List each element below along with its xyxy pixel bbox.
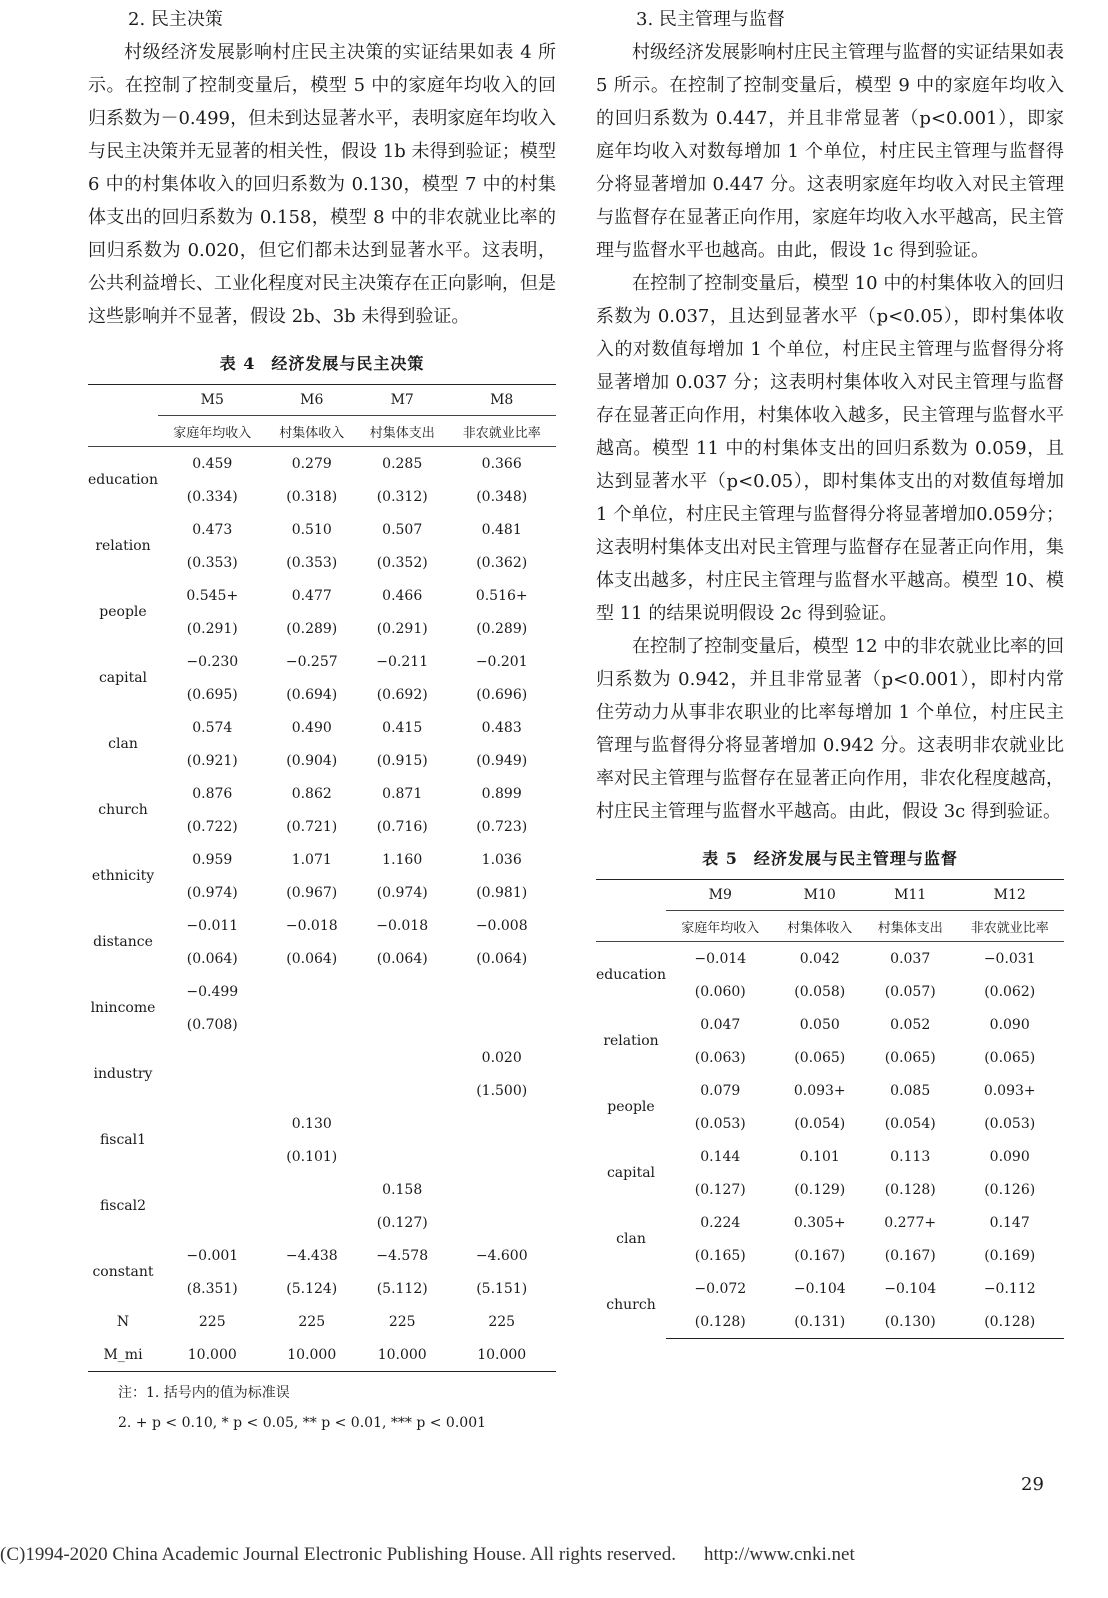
table-row	[88, 1338, 556, 1372]
table-row	[596, 1272, 1064, 1305]
std-error-cell: (0.708)	[186, 1016, 238, 1033]
table-row	[88, 645, 556, 678]
coefficient-cell: −4.600	[475, 1247, 528, 1264]
std-error-cell	[267, 1206, 357, 1239]
table-row	[88, 1206, 556, 1239]
table-row	[596, 1239, 1064, 1272]
coefficient-cell: −4.578	[376, 1247, 429, 1264]
std-error-cell: (0.974)	[376, 884, 428, 901]
std-error-cell: (0.065)	[884, 1049, 936, 1066]
coefficient-cell: −0.018	[285, 917, 338, 934]
paragraph-management-2: 在控制了控制变量后，模型 10 中的村集体收入的回归系数为 0.037，且达到显著水平（p<0.05），即村集体收入的对数值每增加 1 个单位，村庄民主管理与监督得分将显著增加 0.037 分；这表明村集体收入对民主管理与监督存在显著正向作用，村集体收入越多，民主管理与监督水平越高。模型 11 中的村集体支出的回归系数为 0.059，且达到显著水平（p<0.05），即村集体支出的对数值每增加 1 个单位，村庄民主管理与监督得分将显著增加0.059分；这表明村集体支出对民主管理与监督存在显著正向作用，集体支出越多，村庄民主管理与监督水平越高。模型 10、模型 11 的结果说明假设 2c 得到验证。	[596, 273, 1064, 624]
coefficient-cell: 0.147	[989, 1214, 1030, 1231]
std-error-cell: (0.062)	[984, 983, 1036, 1000]
std-error-cell: (0.128)	[884, 1181, 936, 1198]
coefficient-cell: 0.481	[481, 521, 522, 538]
variable-name: M_mi	[88, 1338, 158, 1372]
coefficient-cell: 0.473	[192, 521, 233, 538]
coefficient-cell	[357, 975, 447, 1008]
coefficient-cell: 0.093+	[793, 1082, 846, 1099]
coefficient-cell: 0.899	[481, 785, 522, 802]
std-error-cell: (0.167)	[794, 1247, 846, 1264]
std-error-cell: (0.318)	[286, 488, 338, 505]
coefficient-cell	[158, 1041, 267, 1074]
table-row	[88, 447, 556, 481]
table-4-title: 经济发展与民主决策	[271, 354, 425, 373]
coefficient-cell: −0.201	[475, 653, 528, 670]
std-error-cell: (0.692)	[376, 686, 428, 703]
coefficient-cell: 0.959	[192, 851, 233, 868]
table-5-caption	[596, 846, 1064, 869]
coefficient-cell: 0.574	[192, 719, 233, 736]
table-header-cell: M7	[357, 385, 447, 416]
std-error-cell: (0.101)	[286, 1148, 338, 1165]
table-header-cell: 非农就业比率	[447, 416, 556, 447]
coefficient-cell: −0.104	[884, 1280, 937, 1297]
table-header-cell: M12	[955, 880, 1064, 911]
coefficient-cell: −0.104	[793, 1280, 846, 1297]
footer-url: http://www.cnki.net	[703, 1544, 855, 1565]
std-error-cell: (5.112)	[376, 1280, 428, 1297]
variable-name: fiscal1	[99, 1132, 147, 1148]
coefficient-cell: 0.415	[382, 719, 423, 736]
table-5-model-row	[596, 880, 1064, 911]
std-error-cell: (0.060)	[694, 983, 746, 1000]
coefficient-cell: 0.545+	[186, 587, 239, 604]
coefficient-cell: 0.285	[382, 455, 423, 472]
table-row	[88, 843, 556, 876]
coefficient-cell: −0.014	[694, 950, 747, 967]
table-header-cell: 村集体收入	[267, 416, 357, 447]
table-header-cell: 家庭年均收入	[666, 911, 775, 942]
std-error-cell: (0.127)	[376, 1214, 428, 1231]
variable-name: church	[98, 802, 148, 818]
variable-name: clan	[108, 736, 138, 752]
std-error-cell: (0.967)	[286, 884, 338, 901]
coefficient-cell: 0.466	[382, 587, 423, 604]
std-error-cell	[447, 1140, 556, 1173]
std-error-cell	[357, 1074, 447, 1107]
std-error-cell: (0.721)	[286, 818, 338, 835]
std-error-cell: (8.351)	[186, 1280, 238, 1297]
std-error-cell: (0.167)	[884, 1247, 936, 1264]
coefficient-cell: 0.305+	[793, 1214, 846, 1231]
coefficient-cell: 0.477	[291, 587, 332, 604]
coefficient-cell	[447, 1107, 556, 1140]
table-4-number: 表 4	[219, 354, 256, 373]
variable-name: fiscal2	[99, 1198, 147, 1214]
table-5-body	[596, 942, 1064, 1339]
coefficient-cell: −0.011	[186, 917, 239, 934]
coefficient-cell	[158, 1173, 267, 1206]
coefficient-cell: 0.090	[989, 1148, 1030, 1165]
variable-name: lnincome	[90, 1000, 156, 1016]
std-error-cell: (0.981)	[476, 884, 528, 901]
coefficient-cell: 0.516+	[475, 587, 528, 604]
std-error-cell: (0.054)	[794, 1115, 846, 1132]
variable-name: education	[88, 472, 158, 488]
std-error-cell: (0.165)	[694, 1247, 746, 1264]
std-error-cell: (0.131)	[775, 1305, 865, 1339]
std-error-cell: (0.362)	[476, 554, 528, 571]
coefficient-cell: −0.499	[186, 983, 239, 1000]
coefficient-cell: 0.020	[481, 1049, 522, 1066]
std-error-cell: (0.921)	[186, 752, 238, 769]
coefficient-cell: −0.230	[186, 653, 239, 670]
value-cell: 10.000	[447, 1338, 556, 1372]
coefficient-cell: −0.112	[983, 1280, 1036, 1297]
table-header-cell: M8	[447, 385, 556, 416]
page-number: 29	[1021, 1474, 1044, 1495]
table-row	[88, 876, 556, 909]
std-error-cell: (0.053)	[984, 1115, 1036, 1132]
std-error-cell: (5.124)	[286, 1280, 338, 1297]
coefficient-cell: 1.071	[291, 851, 332, 868]
table-4-caption	[88, 351, 556, 374]
coefficient-cell: −0.211	[376, 653, 429, 670]
paragraph-management-1: 村级经济发展影响村庄民主管理与监督的实证结果如表 5 所示。在控制了控制变量后，模型 9 中的家庭年均收入的回归系数为 0.447，并且非常显著（p<0.001），即家庭年均收入对数每增加 1 个单位，村庄民主管理与监督得分将显著增加 0.447 分。这表明家庭年均收入对民主管理与监督存在显著正向作用，家庭年均收入水平越高，民主管理与监督水平也越高。由此，假设 1c 得到验证。	[596, 42, 1064, 261]
std-error-cell: (0.126)	[984, 1181, 1036, 1198]
std-error-cell: (0.722)	[186, 818, 238, 835]
left-column	[88, 0, 556, 1438]
table-row	[88, 1239, 556, 1272]
table-row	[88, 1041, 556, 1074]
table-4	[88, 384, 556, 1372]
variable-name: capital	[98, 670, 148, 686]
coefficient-cell: 0.871	[382, 785, 423, 802]
coefficient-cell: 0.459	[192, 455, 233, 472]
table-row	[88, 942, 556, 975]
coefficient-cell: −0.001	[186, 1247, 239, 1264]
table-header-cell: 非农就业比率	[955, 911, 1064, 942]
coefficient-cell	[447, 1173, 556, 1206]
coefficient-cell: −0.031	[983, 950, 1036, 967]
table-row	[596, 942, 1064, 976]
coefficient-cell: 0.052	[890, 1016, 931, 1033]
std-error-cell: (0.127)	[694, 1181, 746, 1198]
table-row	[88, 1140, 556, 1173]
table-4-subhead-row	[88, 416, 556, 447]
std-error-cell: (0.058)	[794, 983, 846, 1000]
std-error-cell: (0.915)	[376, 752, 428, 769]
std-error-cell	[267, 1074, 357, 1107]
coefficient-cell: −0.257	[285, 653, 338, 670]
table-row	[596, 975, 1064, 1008]
table-5	[596, 879, 1064, 1339]
table-row	[88, 1074, 556, 1107]
table-row	[596, 1074, 1064, 1107]
coefficient-cell: 0.490	[291, 719, 332, 736]
variable-name: education	[596, 967, 666, 983]
table-row	[88, 579, 556, 612]
coefficient-cell: −0.072	[694, 1280, 747, 1297]
variable-name: constant	[92, 1264, 154, 1280]
table-4-body	[88, 447, 556, 1372]
std-error-cell: (0.064)	[376, 950, 428, 967]
coefficient-cell	[158, 1107, 267, 1140]
std-error-cell	[357, 1140, 447, 1173]
coefficient-cell	[267, 1041, 357, 1074]
coefficient-cell: 0.224	[700, 1214, 741, 1231]
table-row	[88, 1305, 556, 1338]
std-error-cell	[158, 1074, 267, 1107]
table-4-note-1: 注：1. 括号内的值为标准误	[118, 1385, 290, 1401]
coefficient-cell: 0.366	[481, 455, 522, 472]
coefficient-cell: 0.876	[192, 785, 233, 802]
std-error-cell: (0.716)	[376, 818, 428, 835]
coefficient-cell: 1.160	[382, 851, 423, 868]
table-header-cell: 村集体支出	[865, 911, 955, 942]
coefficient-cell	[357, 1107, 447, 1140]
coefficient-cell: 0.101	[799, 1148, 840, 1165]
value-cell: 10.000	[158, 1338, 267, 1372]
std-error-cell: (0.352)	[376, 554, 428, 571]
std-error-cell: (0.130)	[865, 1305, 955, 1339]
std-error-cell: (0.064)	[186, 950, 238, 967]
table-row	[88, 909, 556, 942]
table-header-cell: M9	[666, 880, 775, 911]
variable-name: people	[607, 1099, 655, 1115]
std-error-cell	[357, 1008, 447, 1041]
std-error-cell: (0.334)	[186, 488, 238, 505]
coefficient-cell: 0.507	[382, 521, 423, 538]
variable-name: clan	[616, 1231, 646, 1247]
value-cell: 225	[298, 1313, 326, 1330]
table-header-cell: M6	[267, 385, 357, 416]
variable-name: distance	[93, 934, 153, 950]
coefficient-cell: 0.037	[890, 950, 931, 967]
std-error-cell: (0.128)	[955, 1305, 1064, 1339]
table-row	[596, 1008, 1064, 1041]
std-error-cell: (5.151)	[476, 1280, 528, 1297]
table-5-subhead-row	[596, 911, 1064, 942]
coefficient-cell: −0.018	[376, 917, 429, 934]
std-error-cell: (0.065)	[794, 1049, 846, 1066]
coefficient-cell: −4.438	[285, 1247, 338, 1264]
std-error-cell	[158, 1140, 267, 1173]
copyright-text: (C)1994-2020 China Academic Journal Electronic Publishing House. All rights reserved.	[0, 1544, 676, 1565]
table-row	[596, 1173, 1064, 1206]
coefficient-cell: 0.050	[799, 1016, 840, 1033]
table-header-cell: M11	[865, 880, 955, 911]
table-header-cell: M10	[775, 880, 865, 911]
std-error-cell: (0.353)	[186, 554, 238, 571]
coefficient-cell: 0.047	[700, 1016, 741, 1033]
variable-name: relation	[603, 1033, 659, 1049]
std-error-cell: (0.904)	[286, 752, 338, 769]
table-row	[88, 1272, 556, 1305]
std-error-cell	[447, 1008, 556, 1041]
table-row	[88, 612, 556, 645]
coefficient-cell: 0.113	[890, 1148, 931, 1165]
variable-name: industry	[93, 1066, 153, 1082]
table-row	[88, 777, 556, 810]
std-error-cell: (0.723)	[476, 818, 528, 835]
coefficient-cell	[267, 1173, 357, 1206]
value-cell: 10.000	[267, 1338, 357, 1372]
table-row	[88, 975, 556, 1008]
table-4-note-2: 2. + p < 0.10, * p < 0.05, ** p < 0.01, *** p < 0.001	[118, 1415, 487, 1431]
std-error-cell: (0.695)	[186, 686, 238, 703]
table-4-model-row	[88, 385, 556, 416]
table-row	[88, 744, 556, 777]
table-row	[88, 1173, 556, 1206]
value-cell: 225	[488, 1313, 516, 1330]
table-header-cell: 村集体收入	[775, 911, 865, 942]
std-error-cell	[158, 1206, 267, 1239]
paragraph-decision: 村级经济发展影响村庄民主决策的实证结果如表 4 所示。在控制了控制变量后，模型 5 中的家庭年均收入的回归系数为－0.499，但未到达显著水平，表明家庭年均收入与民主决策并无显著的相关性，假设 1b 未得到验证；模型 6 中的村集体收入的回归系数为 0.130，模型 7 中的村集体支出的回归系数为 0.158，模型 8 中的非农就业比率的回归系数为 0.020，但它们都未达到显著水平。这表明，公共利益增长、工业化程度对民主决策存在正向影响，但是这些影响并不显著，假设 2b、3b 未得到验证。	[88, 42, 556, 327]
std-error-cell: (0.348)	[476, 488, 528, 505]
coefficient-cell: 0.093+	[983, 1082, 1036, 1099]
coefficient-cell: 0.085	[890, 1082, 931, 1099]
std-error-cell: (0.128)	[666, 1305, 775, 1339]
value-cell: 10.000	[357, 1338, 447, 1372]
variable-name: ethnicity	[91, 868, 155, 884]
coefficient-cell: 0.862	[291, 785, 332, 802]
std-error-cell: (0.063)	[694, 1049, 746, 1066]
variable-name: relation	[95, 538, 151, 554]
std-error-cell: (0.054)	[884, 1115, 936, 1132]
value-cell: 225	[198, 1313, 226, 1330]
std-error-cell: (1.500)	[476, 1082, 528, 1099]
table-row	[88, 711, 556, 744]
copyright-footer	[0, 1544, 855, 1566]
std-error-cell: (0.949)	[476, 752, 528, 769]
coefficient-cell: 0.279	[291, 455, 332, 472]
table-5-number: 表 5	[702, 849, 738, 868]
std-error-cell: (0.291)	[186, 620, 238, 637]
table-5-title: 经济发展与民主管理与监督	[753, 849, 958, 868]
std-error-cell: (0.291)	[376, 620, 428, 637]
variable-name: capital	[606, 1165, 656, 1181]
table-row	[88, 513, 556, 546]
coefficient-cell: 1.036	[481, 851, 522, 868]
coefficient-cell: 0.130	[291, 1115, 332, 1132]
std-error-cell: (0.064)	[476, 950, 528, 967]
paragraph-management-3: 在控制了控制变量后，模型 12 中的非农就业比率的回归系数为 0.942，并且非常显著（p<0.001），即村内常住劳动力从事非农职业的比率每增加 1 个单位，村庄民主管理与监督得分将显著增加 0.942 分。这表明非农就业比率对民主管理与监督存在显著正向作用，非农化程度越高，村庄民主管理与监督水平越高。由此，假设 3c 得到验证。	[596, 636, 1064, 822]
table-row	[88, 546, 556, 579]
table-row	[88, 1107, 556, 1140]
right-column	[596, 0, 1064, 1339]
std-error-cell: (0.064)	[286, 950, 338, 967]
table-row	[596, 1107, 1064, 1140]
std-error-cell: (0.696)	[476, 686, 528, 703]
coefficient-cell: 0.079	[700, 1082, 741, 1099]
coefficient-cell: 0.090	[989, 1016, 1030, 1033]
table-row	[88, 678, 556, 711]
std-error-cell: (0.289)	[286, 620, 338, 637]
coefficient-cell: 0.042	[799, 950, 840, 967]
std-error-cell: (0.974)	[186, 884, 238, 901]
std-error-cell: (0.694)	[286, 686, 338, 703]
value-cell: 225	[388, 1313, 416, 1330]
std-error-cell: (0.353)	[286, 554, 338, 571]
table-header-cell: 家庭年均收入	[158, 416, 267, 447]
table-row	[596, 1140, 1064, 1173]
std-error-cell: (0.053)	[694, 1115, 746, 1132]
table-row	[596, 1206, 1064, 1239]
std-error-cell: (0.065)	[984, 1049, 1036, 1066]
std-error-cell: (0.312)	[376, 488, 428, 505]
table-header-cell: 村集体支出	[357, 416, 447, 447]
coefficient-cell: −0.008	[475, 917, 528, 934]
coefficient-cell	[357, 1041, 447, 1074]
section-title-management-supervision: 3. 民主管理与监督	[636, 9, 785, 30]
coefficient-cell: 0.277+	[884, 1214, 937, 1231]
std-error-cell: (0.129)	[794, 1181, 846, 1198]
std-error-cell	[267, 1008, 357, 1041]
table-row	[88, 480, 556, 513]
variable-name: people	[99, 604, 147, 620]
coefficient-cell: 0.144	[700, 1148, 741, 1165]
variable-name: N	[116, 1313, 130, 1330]
coefficient-cell: 0.510	[291, 521, 332, 538]
coefficient-cell: 0.483	[481, 719, 522, 736]
std-error-cell: (0.057)	[884, 983, 936, 1000]
std-error-cell	[447, 1206, 556, 1239]
table-row	[596, 1041, 1064, 1074]
variable-name: church	[606, 1297, 656, 1314]
std-error-cell: (0.289)	[476, 620, 528, 637]
section-title-democratic-decision: 2. 民主决策	[128, 9, 223, 30]
table-header-cell: M5	[158, 385, 267, 416]
table-row	[88, 1008, 556, 1041]
coefficient-cell	[447, 975, 556, 1008]
coefficient-cell: 0.158	[382, 1181, 423, 1198]
table-row	[88, 810, 556, 843]
table-row	[596, 1305, 1064, 1339]
std-error-cell: (0.169)	[984, 1247, 1036, 1264]
coefficient-cell	[267, 975, 357, 1008]
